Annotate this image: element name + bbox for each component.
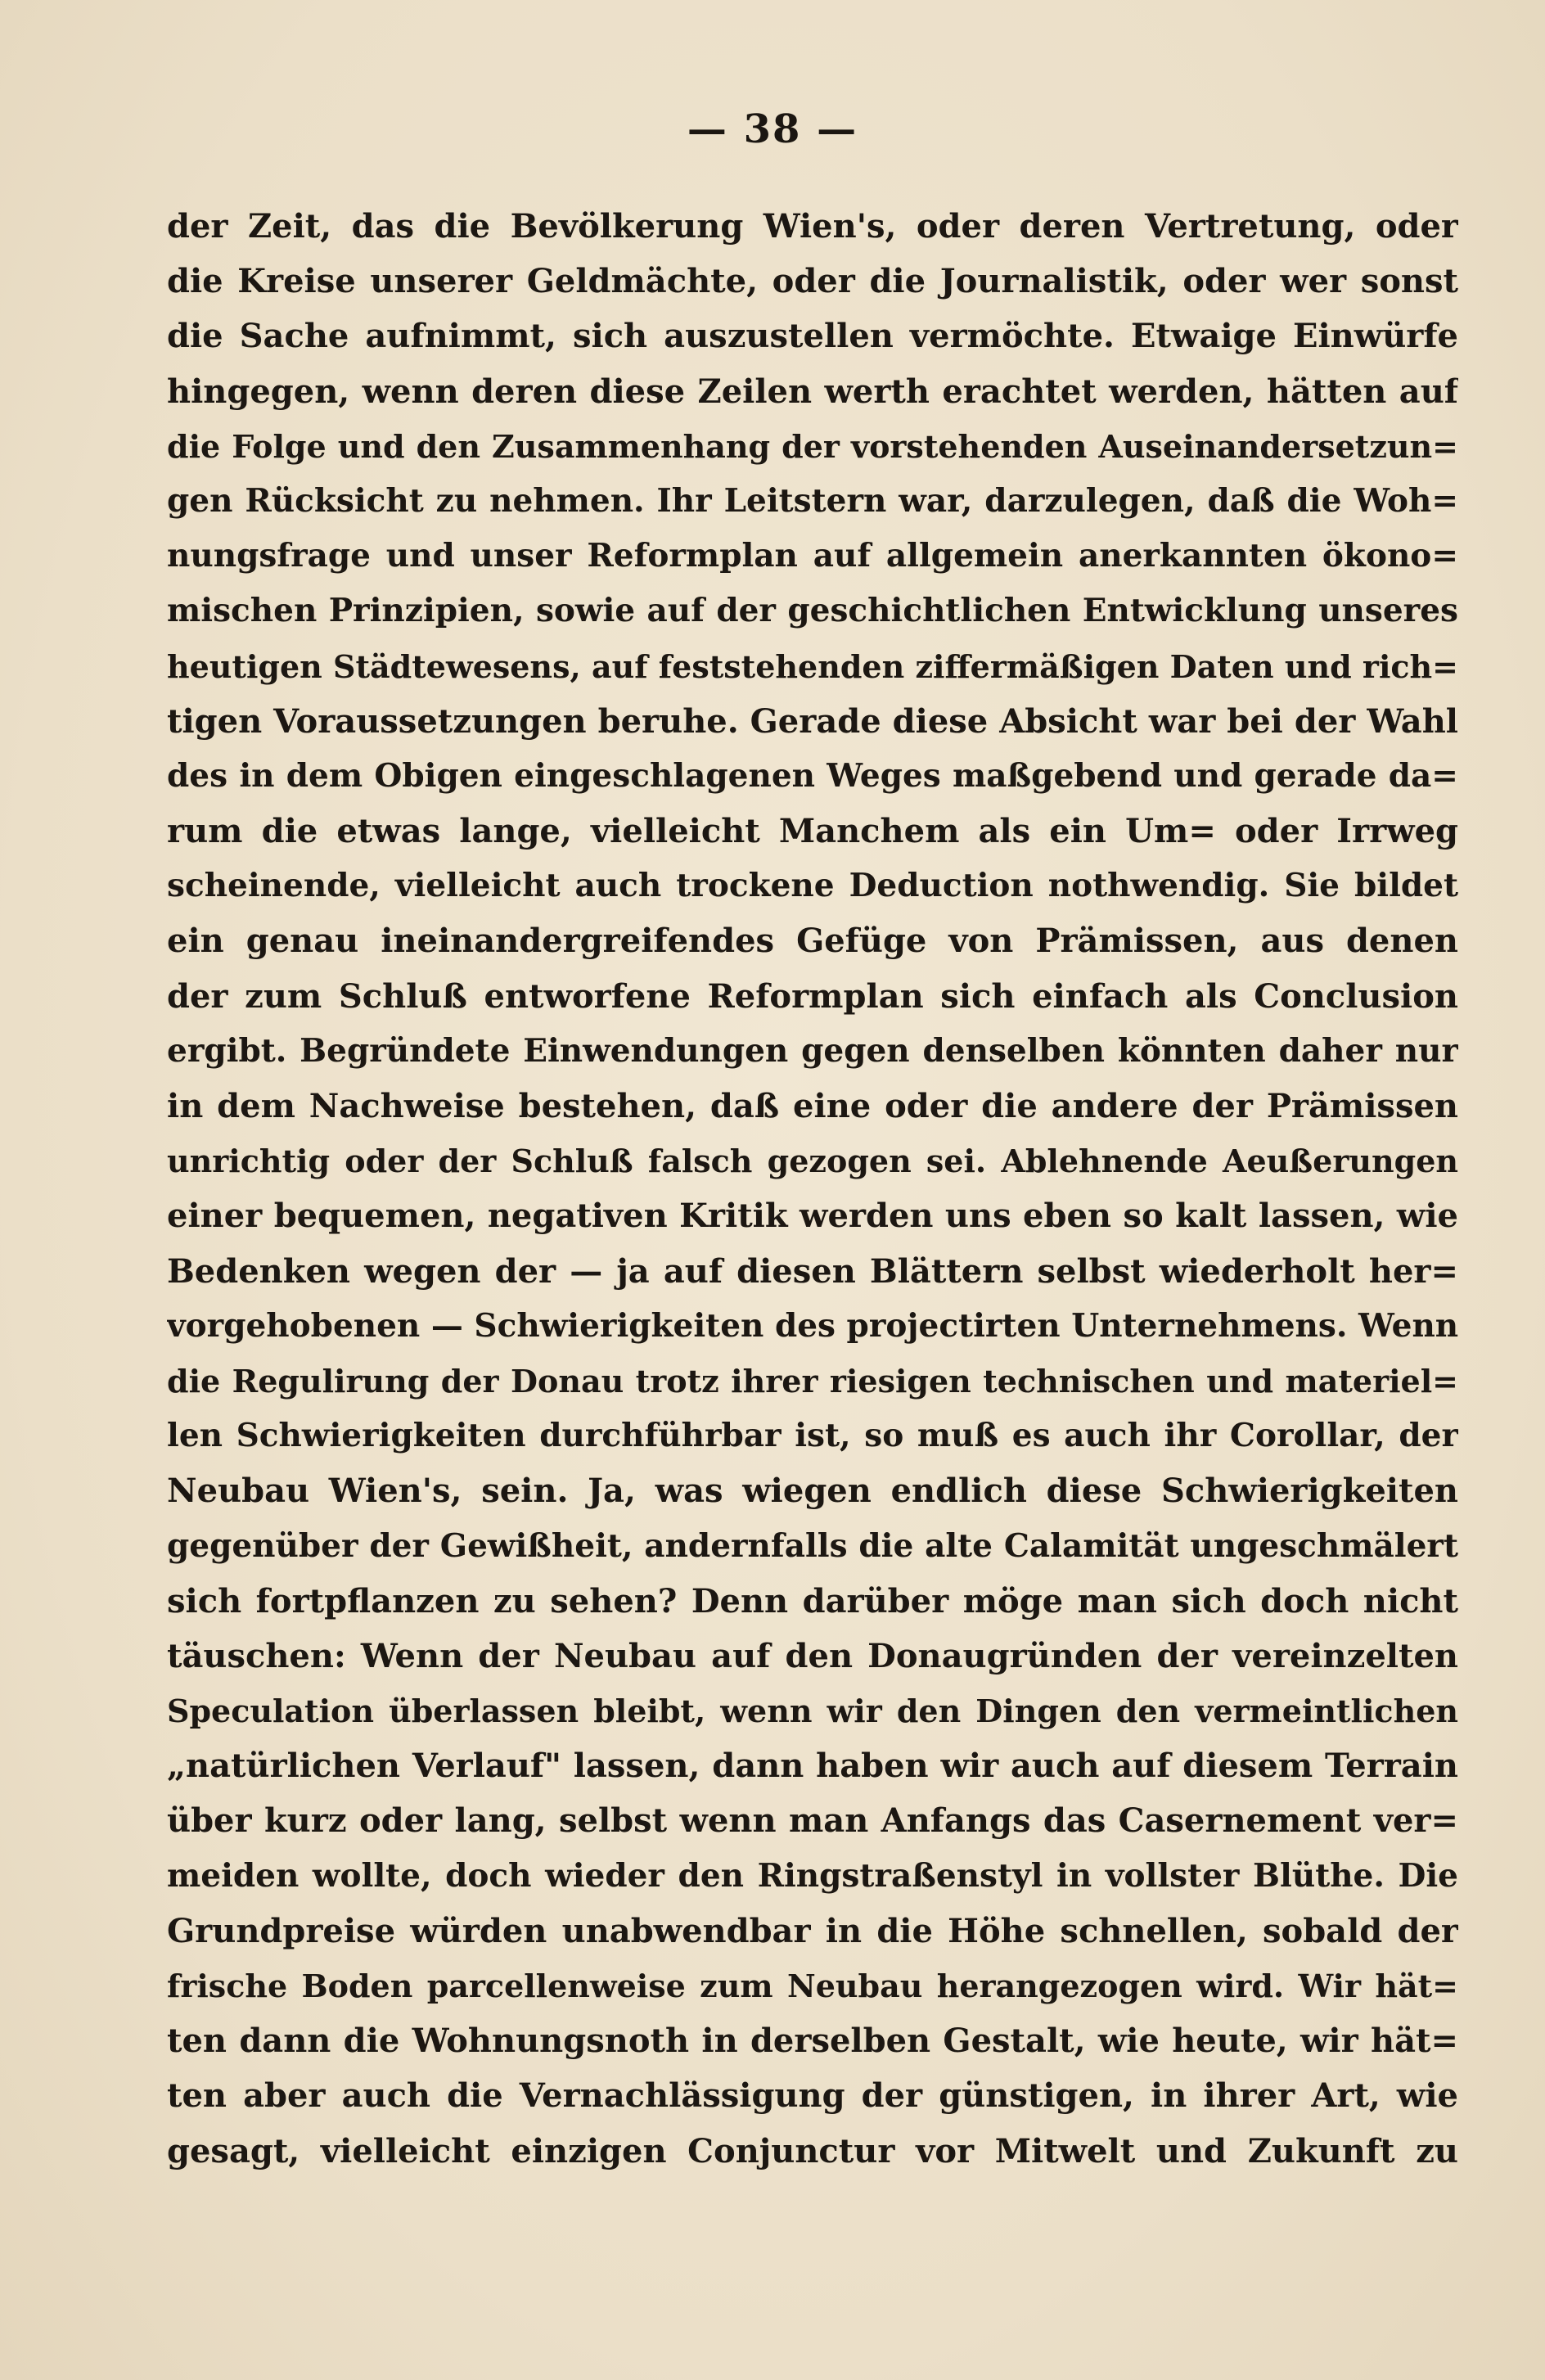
text-line: die Regulirung der Donau trotz ihrer riesigen technischen und materiel=	[167, 1362, 1458, 1400]
page-number: — 38 —	[687, 106, 858, 152]
text-line: frische Boden parcellenweise zum Neubau herangezogen wird. Wir hät=	[167, 1968, 1458, 2004]
text-line: meiden wollte, doch wieder den Ringstraßenstyl in vollster Blüthe. Die	[167, 1856, 1458, 1895]
text-line: gegenüber der Gewißheit, andernfalls die alte Calamität ungeschmälert	[167, 1526, 1458, 1565]
text-line: die Sache aufnimmt, sich auszustellen vermöchte. Etwaige Einwürfe	[167, 317, 1458, 356]
text-line: nungsfrage und unser Reformplan auf allgemein anerkannten ökono=	[167, 537, 1458, 575]
text-line: vorgehobenen — Schwierigkeiten des projectirten Unternehmens. Wenn	[167, 1306, 1458, 1345]
text-line: die Folge und den Zusammenhang der vorstehenden Auseinandersetzun=	[167, 427, 1458, 465]
text-line: über kurz oder lang, selbst wenn man Anfangs das Casernement ver=	[167, 1801, 1458, 1841]
text-line: ten aber auch die Vernachlässigung der günstigen, in ihrer Art, wie	[167, 2076, 1458, 2116]
text-line: gesagt, vielleicht einzigen Conjunctur vor Mitwelt und Zukunft zu	[167, 2131, 1458, 2170]
text-line: unrichtig oder der Schluß falsch gezogen sei. Ablehnende Aeußerungen	[167, 1143, 1458, 1180]
text-line: Speculation überlassen bleibt, wenn wir den Dingen den vermeintlichen	[167, 1693, 1458, 1730]
text-line: Neubau Wien's, sein. Ja, was wiegen endlich diese Schwierigkeiten	[167, 1472, 1458, 1511]
text-line: mischen Prinzipien, sowie auf der geschichtlichen Entwicklung unseres	[167, 592, 1458, 630]
text-line: rum die etwas lange, vielleicht Manchem als ein Um= oder Irrweg	[167, 812, 1458, 851]
text-line: scheinende, vielleicht auch trockene Deduction nothwendig. Sie bildet	[167, 867, 1458, 905]
text-line: heutigen Städtewesens, auf feststehenden ziffermäßigen Daten und rich=	[167, 647, 1458, 685]
text-line: in dem Nachweise bestehen, daß eine oder die andere der Prämissen	[167, 1087, 1458, 1125]
text-line: die Kreise unserer Geldmächte, oder die Journalistik, oder wer sonst	[167, 262, 1458, 301]
text-line: täuschen: Wenn der Neubau auf den Donaugründen der vereinzelten	[167, 1636, 1458, 1675]
text-line: len Schwierigkeiten durchführbar ist, so muß es auch ihr Corollar, der	[167, 1417, 1458, 1455]
text-line: der Zeit, das die Bevölkerung Wien's, oder deren Vertretung, oder	[167, 207, 1458, 246]
body-text	[167, 199, 1458, 2179]
text-line: „natürlichen Verlauf" lassen, dann haben wir auch auf diesem Terrain	[167, 1747, 1458, 1786]
text-line: ergibt. Begründete Einwendungen gegen denselben könnten daher nur	[167, 1031, 1458, 1070]
text-line: des in dem Obigen eingeschlagenen Weges maßgebend und gerade da=	[167, 756, 1458, 795]
text-line: sich fortpflanzen zu sehen? Denn darüber möge man sich doch nicht	[167, 1581, 1458, 1620]
text-line: der zum Schluß entworfene Reformplan sich einfach als Conclusion	[167, 976, 1458, 1016]
text-line: gen Rücksicht zu nehmen. Ihr Leitstern war, darzulegen, daß die Woh=	[167, 481, 1458, 520]
text-line: hingegen, wenn deren diese Zeilen werth erachtet werden, hätten auf	[167, 372, 1458, 411]
text-line: ein genau ineinandergreifendes Gefüge von Prämissen, aus denen	[167, 922, 1458, 961]
text-line: Grundpreise würden unabwendbar in die Höhe schnellen, sobald der	[167, 1911, 1458, 1950]
text-line: ten dann die Wohnungsnoth in derselben Gestalt, wie heute, wir hät=	[167, 2022, 1458, 2061]
text-line: einer bequemen, negativen Kritik werden uns eben so kalt lassen, wie	[167, 1197, 1458, 1236]
text-line: Bedenken wegen der — ja auf diesen Blättern selbst wiederholt her=	[167, 1251, 1458, 1291]
text-line: tigen Voraussetzungen beruhe. Gerade diese Absicht war bei der Wahl	[167, 701, 1458, 741]
